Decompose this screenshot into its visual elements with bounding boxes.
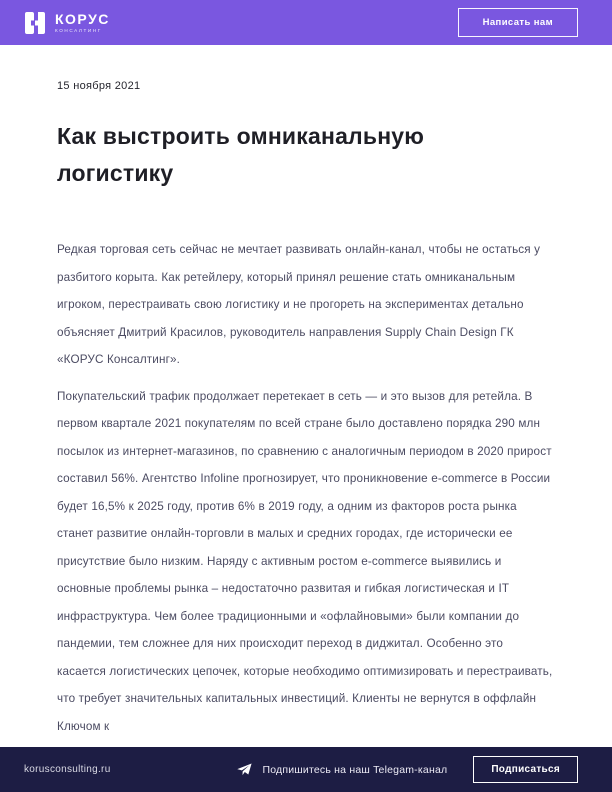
- logo-subtitle: КОНСАЛТИНГ: [55, 27, 102, 33]
- article-paragraph: Редкая торговая сеть сейчас не мечтает развивать онлайн-канал, чтобы не остаться у разбитого корыта. Как ретейлеру, который принял решение стать омниканальным игроком, перестраивать свою логистику и не прогореть на экспериментах детально объясняет Дмитрий Красилов, руководитель направления Supply Chain Design ГК «КОРУС Консалтинг».: [57, 243, 541, 366]
- logo-title: КОРУС: [55, 10, 110, 27]
- article-paragraph: Покупательский трафик продолжает перетекает в сеть — и это вызов для ретейла. В первом квартале 2021 покупателям по всей стране было доставлено порядка 290 млн посылок из интернет-магазинов, по сравнению с аналогичным периодом в 2020 прирост составил 56%. Агентство Infoline прогнозирует, что проникновение e-commerce в России будет 16,5% к 2025 году, против 6% в 2019 году, а одним из факторов роста рынка станет развитие онлайн-торговли в малых и средних городах, где исторически ее присутствие было низким. Наряду с активным ростом e-commerce выявились и основные проблемы рынка – недостаточно развитая и гибкая логистическая и IT инфраструктура. Чем более традиционными и «офлайновыми» были компании до пандемии, тем сложнее для них происходит переход в диджитал. Особенно это касается логистических цепочек, которые необходимо оптимизировать и перестраивать, что требует значительных капитальных инвестиций. Клиенты не вернутся в оффлайн Ключом к: [57, 389, 553, 733]
- contact-us-button[interactable]: Написать нам: [458, 8, 578, 37]
- korus-logo[interactable]: [24, 11, 110, 35]
- header-bar: [0, 0, 612, 45]
- article-container: [0, 45, 612, 740]
- subscribe-button[interactable]: Подписаться: [473, 756, 578, 783]
- telegram-channel-link[interactable]: [236, 761, 447, 778]
- article-date: 15 ноября 2021: [57, 80, 141, 92]
- footer-bar: [0, 747, 612, 792]
- telegram-icon: [236, 761, 253, 778]
- footer-site-link[interactable]: korusconsulting.ru: [24, 764, 111, 775]
- article-title: Как выстроить омниканальную логистику: [57, 123, 425, 186]
- article-body: [57, 236, 555, 740]
- telegram-subscribe-text: Подпишитесь на наш Telegam-канал: [262, 763, 448, 776]
- korus-logo-icon: [24, 11, 48, 35]
